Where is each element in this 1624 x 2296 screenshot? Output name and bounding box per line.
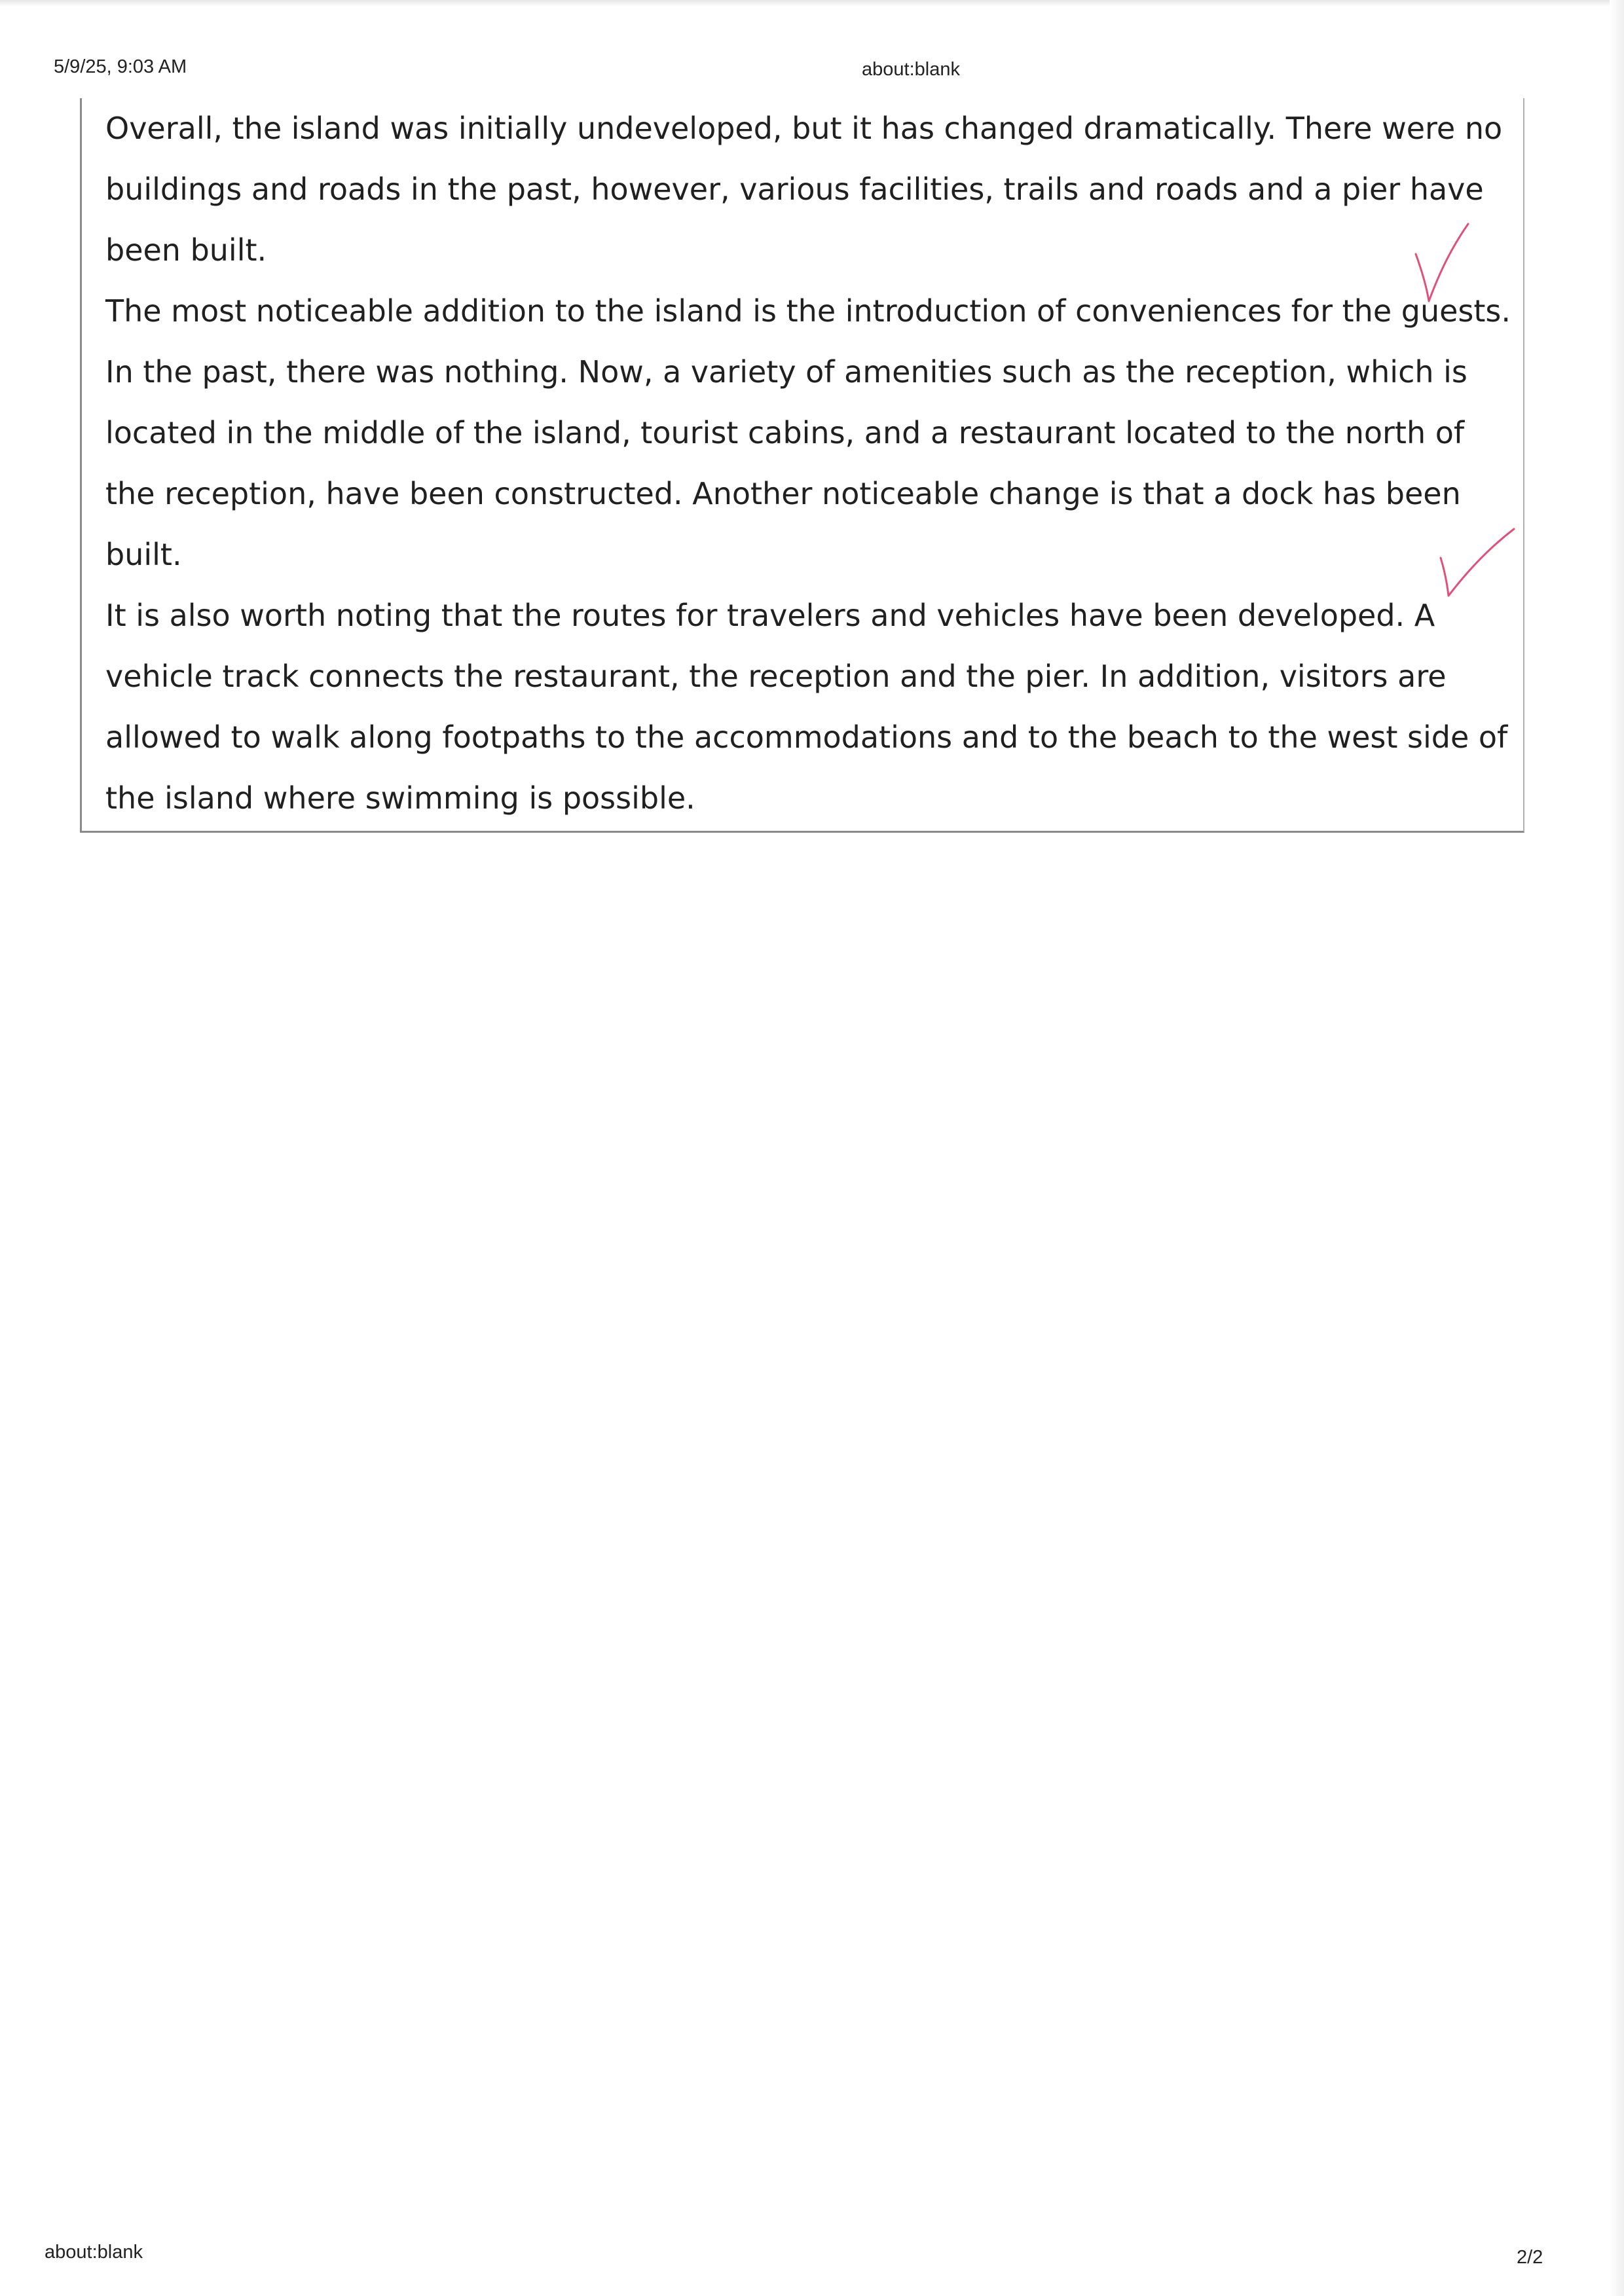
check-mark-icon xyxy=(1408,216,1473,308)
print-footer-url: about:blank xyxy=(45,2242,143,2263)
scan-top-edge xyxy=(0,0,1624,7)
essay-paragraph-2: The most noticeable addition to the island is the introduction of conveniences for the guests. In the past, there was nothing. Now, a variety of amenities such as the reception, which is located in the middle of the island, tourist cabins, and a restaurant located to the north of the reception, have been constructed. Another noticeable change is that a dock has been built. xyxy=(105,293,1511,572)
print-header-date: 5/9/25, 9:03 AM xyxy=(54,56,187,77)
check-mark-icon xyxy=(1434,524,1519,602)
essay-paragraph-3: It is also worth noting that the routes for travelers and vehicles have been developed. A vehicle track connects the restaurant, the reception and the pier. In addition, visitors are allowed to walk along footpaths to the accommodations and to the beach to the west side of the island where swimming is possible. xyxy=(105,598,1508,816)
print-footer-page-number: 2/2 xyxy=(1517,2247,1543,2268)
essay-box xyxy=(80,98,1524,833)
essay-paragraph-1: Overall, the island was initially undeveloped, but it has changed dramatically. There were no buildings and roads in the past, however, various facilities, trails and roads and a pier have been built. xyxy=(105,111,1503,268)
essay-text xyxy=(105,98,1513,829)
print-header-url: about:blank xyxy=(862,59,960,80)
scan-right-edge xyxy=(1610,0,1624,2296)
